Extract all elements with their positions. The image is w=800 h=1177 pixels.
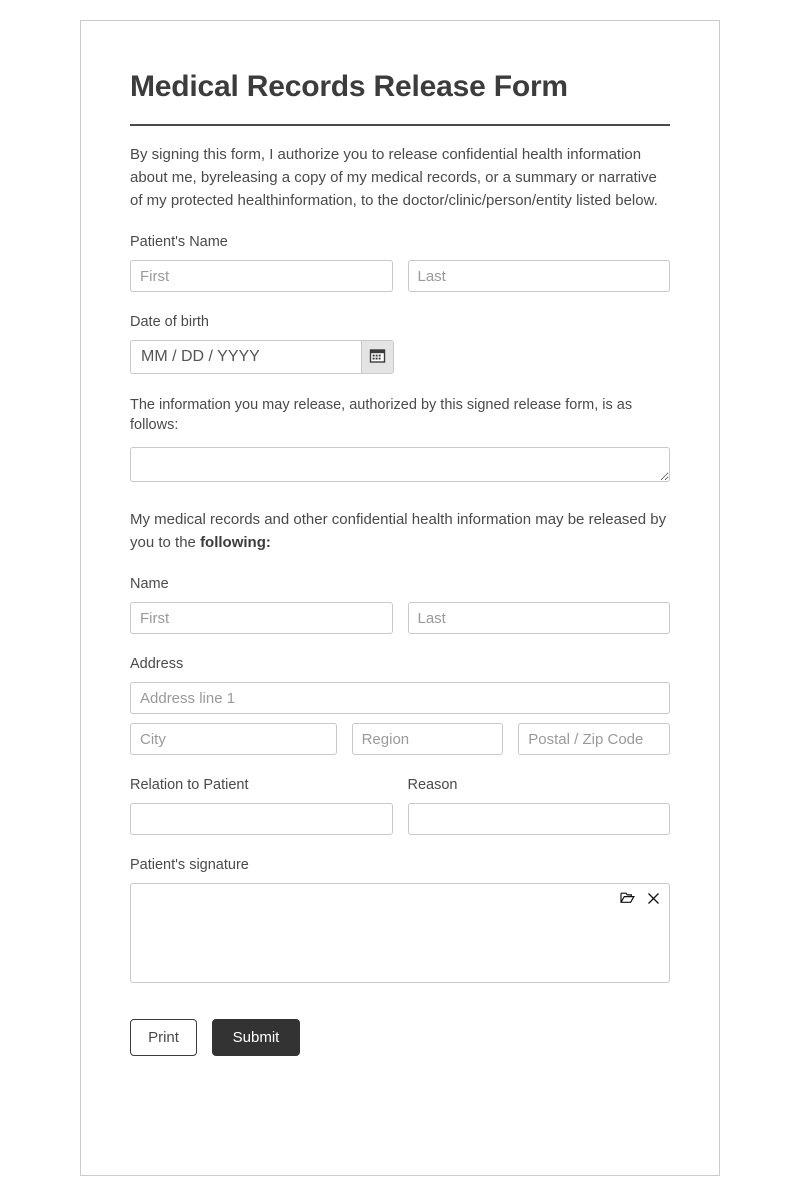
form-content — [81, 21, 719, 1056]
release-statement — [130, 508, 670, 554]
signature-label: Patient's signature — [130, 857, 249, 873]
recipient-name-group — [130, 575, 670, 634]
address-postal-cell — [518, 723, 670, 755]
address-region-cell — [352, 723, 504, 755]
relation-input-cell — [130, 803, 393, 835]
recipient-name-row — [130, 602, 670, 634]
calendar-icon — [369, 347, 386, 367]
patient-name-label: Patient's Name — [130, 234, 228, 250]
address-label: Address — [130, 656, 184, 672]
close-x-icon — [647, 893, 660, 908]
print-button[interactable]: Print — [130, 1019, 197, 1056]
relation-reason-labels — [130, 776, 670, 803]
release-statement-text: My medical records and other confidential health information may be released by you to the — [130, 511, 667, 551]
reason-input[interactable] — [408, 803, 671, 835]
patient-first-name-input[interactable] — [130, 260, 393, 292]
date-of-birth-field — [130, 340, 394, 374]
relation-label: Relation to Patient — [130, 777, 249, 793]
signature-group — [130, 856, 670, 983]
intro-paragraph: By signing this form, I authorize you to release confidential health information about me, byreleasing a copy of my medical records, or a summary or narrative of my protected healthinformation, to the doctor/clinic/person/entity listed below. — [130, 146, 658, 209]
recipient-first-name-input[interactable] — [130, 602, 393, 634]
information-release-group — [130, 395, 670, 482]
submit-button[interactable]: Submit — [212, 1019, 300, 1056]
page-title: Medical Records Release Form — [130, 70, 568, 103]
calendar-picker-button[interactable] — [361, 341, 393, 373]
reason-input-cell — [408, 803, 671, 835]
address-line1-input[interactable] — [130, 682, 670, 714]
address-line1-cell — [130, 682, 670, 714]
recipient-first-name-cell — [130, 602, 393, 634]
signature-clear-button[interactable] — [647, 892, 660, 905]
information-release-textarea[interactable] — [130, 447, 670, 482]
address-city-region-postal-row — [130, 723, 670, 755]
patient-last-name-input[interactable] — [408, 260, 671, 292]
patient-last-name-cell — [408, 260, 671, 292]
date-of-birth-group — [130, 313, 670, 374]
address-city-cell — [130, 723, 337, 755]
form-actions — [130, 1019, 670, 1056]
recipient-last-name-input[interactable] — [408, 602, 671, 634]
open-folder-icon — [620, 893, 635, 908]
title-divider — [130, 124, 670, 126]
signature-tools — [620, 891, 660, 905]
reason-label: Reason — [407, 777, 458, 793]
address-city-input[interactable] — [130, 723, 337, 755]
release-statement-bold: following: — [200, 534, 271, 551]
signature-canvas[interactable] — [130, 883, 670, 983]
relation-reason-group — [130, 776, 670, 835]
date-of-birth-label: Date of birth — [130, 314, 209, 330]
address-postal-input[interactable] — [518, 723, 670, 755]
patient-name-row — [130, 260, 670, 292]
relation-reason-inputs — [130, 803, 670, 835]
relation-input[interactable] — [130, 803, 393, 835]
date-of-birth-input[interactable] — [131, 341, 361, 373]
information-release-label: The information you may release, authorized by this signed release form, is as follows: — [130, 397, 633, 433]
recipient-name-label: Name — [130, 576, 169, 592]
address-region-input[interactable] — [352, 723, 504, 755]
patient-name-group — [130, 233, 670, 292]
patient-first-name-cell — [130, 260, 393, 292]
address-group — [130, 655, 670, 755]
relation-label-cell — [130, 776, 393, 803]
signature-upload-button[interactable] — [620, 891, 635, 905]
recipient-last-name-cell — [408, 602, 671, 634]
reason-label-cell — [408, 776, 671, 803]
form-card — [80, 20, 720, 1176]
